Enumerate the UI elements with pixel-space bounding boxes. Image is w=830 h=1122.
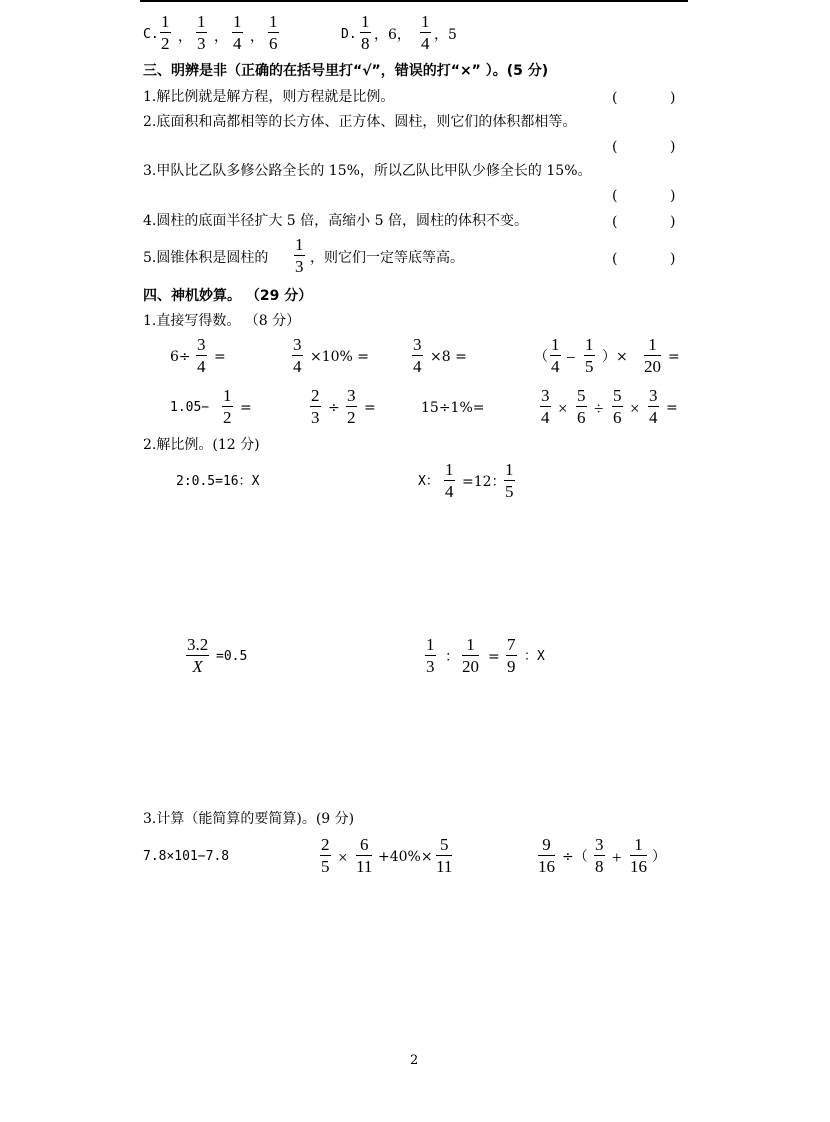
- expr-7: 15÷1%=: [421, 400, 485, 416]
- proportion-4-frac-3: $\frac{7}{9}$: [507, 635, 516, 676]
- option-d-mid: ，6，: [374, 27, 411, 43]
- expr-8-eq: =: [666, 400, 678, 416]
- proportion-2-frac-2: $\frac{1}{5}$: [505, 460, 514, 501]
- expr-2-tail: ×10% =: [310, 349, 370, 365]
- expr-8-op-1: ×: [558, 399, 568, 418]
- expr-6-frac-2: $\frac{3}{2}$: [347, 386, 356, 427]
- expr-4-close: ）×: [602, 349, 628, 365]
- part-2-title: 2.解比例。(12 分): [143, 437, 260, 453]
- calc-2-op-2: +40%×: [378, 849, 433, 865]
- calc-2-frac-3: $\frac{5}{11}$: [436, 835, 453, 876]
- proportion-1: 2:0.5=16：X: [176, 474, 260, 489]
- expr-4-minus: −: [566, 348, 576, 367]
- comma: ，: [214, 29, 228, 45]
- expr-1-lead: 6÷: [170, 349, 191, 365]
- expr-1-frac: $\frac{3}{4}$: [197, 335, 206, 376]
- question-3: 3.甲队比乙队多修公路全长的 15%，所以乙队比甲队少修全长的 15%。: [143, 163, 592, 179]
- section3-heading: 三、明辨是非（正确的在括号里打“√”，错误的打“×” ）。(5 分): [143, 63, 549, 79]
- proportion-4-frac-2: $\frac{1}{20}$: [462, 635, 479, 676]
- top-rule: [140, 0, 688, 2]
- option-c-frac-4: $\frac{1}{6}$: [269, 12, 278, 53]
- calc-3-op-2: +: [612, 848, 622, 867]
- option-c-frac-1: $\frac{1}{2}$: [161, 12, 170, 53]
- expr-4-eq: =: [668, 349, 680, 365]
- question-2: 2.底面积和高都相等的长方体、正方体、圆柱，则它们的体积都相等。: [143, 114, 577, 130]
- comma: ，: [250, 29, 264, 45]
- option-d-label: D.: [341, 27, 357, 42]
- proportion-2-lead: X：: [418, 474, 439, 489]
- part-1-title: 1.直接写得数。 （8 分）: [143, 313, 301, 329]
- expr-8-frac-4: $\frac{3}{4}$: [649, 386, 658, 427]
- option-c-frac-2: $\frac{1}{3}$: [197, 12, 206, 53]
- expr-1-eq: =: [214, 349, 226, 365]
- question-1: 1.解比例就是解方程，则方程就是比例。: [143, 89, 395, 105]
- page-number: 2: [410, 1053, 419, 1068]
- expr-2-frac: $\frac{3}{4}$: [293, 335, 302, 376]
- calc-3-close: ）: [652, 849, 666, 865]
- option-c-frac-3: $\frac{1}{4}$: [233, 12, 242, 53]
- proportion-4-frac-1: $\frac{1}{3}$: [426, 635, 435, 676]
- proportion-4-eq: =: [488, 649, 500, 665]
- proportion-2-frac-1: $\frac{1}{4}$: [445, 460, 454, 501]
- proportion-3-frac: $\frac{3.2}{X}$: [187, 635, 209, 676]
- part-3-title: 3.计算（能简算的要简算)。(9 分): [143, 811, 355, 827]
- expr-5-eq: =: [240, 400, 252, 416]
- option-c-label: C.: [143, 27, 159, 42]
- calc-2-frac-1: $\frac{2}{5}$: [321, 835, 330, 876]
- option-d-frac-1: $\frac{1}{8}$: [361, 12, 370, 53]
- calc-3-frac-3: $\frac{1}{16}$: [630, 835, 647, 876]
- option-d-end: ，5: [434, 27, 457, 43]
- comma: ，: [178, 29, 192, 45]
- expr-3-frac: $\frac{3}{4}$: [413, 335, 422, 376]
- expr-5-frac: $\frac{1}{2}$: [223, 386, 232, 427]
- expr-8-op-2: ÷: [594, 399, 604, 418]
- expr-4-frac-3: $\frac{1}{20}$: [644, 335, 661, 376]
- proportion-3-tail: =0.5: [216, 649, 248, 664]
- calc-2-op-1: ×: [338, 848, 348, 867]
- calc-2-frac-2: $\frac{6}{11}$: [356, 835, 373, 876]
- expr-6-op: ÷: [328, 400, 340, 416]
- expr-5-lead: 1.05−: [170, 400, 210, 415]
- expr-8-op-3: ×: [630, 399, 640, 418]
- expr-4-frac-1: $\frac{1}{4}$: [551, 335, 560, 376]
- calc-3-frac-2: $\frac{3}{8}$: [595, 835, 604, 876]
- expr-6-eq: =: [364, 400, 376, 416]
- proportion-4-colon-1: ：: [445, 649, 459, 665]
- question-5-fraction: $\frac{1}{3}$: [295, 235, 304, 276]
- expr-4-open: （: [534, 349, 548, 365]
- expr-6-frac-1: $\frac{2}{3}$: [311, 386, 320, 427]
- question-5-part-a: 5.圆锥体积是圆柱的: [143, 250, 269, 266]
- question-5-part-b: ，则它们一定等底等高。: [310, 250, 464, 266]
- option-d-frac-2: $\frac{1}{4}$: [421, 12, 430, 53]
- calc-3-op-1: ÷（: [562, 849, 588, 865]
- expr-4-frac-2: $\frac{1}{5}$: [585, 335, 594, 376]
- section4-heading: 四、神机妙算。 （29 分）: [143, 288, 313, 304]
- proportion-4-tail: ：X: [524, 649, 545, 664]
- proportion-2-mid: =12：: [462, 474, 506, 490]
- expr-8-frac-1: $\frac{3}{4}$: [541, 386, 550, 427]
- calc-3-frac-1: $\frac{9}{16}$: [538, 835, 555, 876]
- question-4: 4.圆柱的底面半径扩大 5 倍，高缩小 5 倍，圆柱的体积不变。: [143, 213, 528, 229]
- expr-8-frac-3: $\frac{5}{6}$: [613, 386, 622, 427]
- expr-8-frac-2: $\frac{5}{6}$: [577, 386, 586, 427]
- expr-3-tail: ×8 =: [430, 349, 467, 365]
- calc-1: 7.8×101−7.8: [143, 849, 230, 864]
